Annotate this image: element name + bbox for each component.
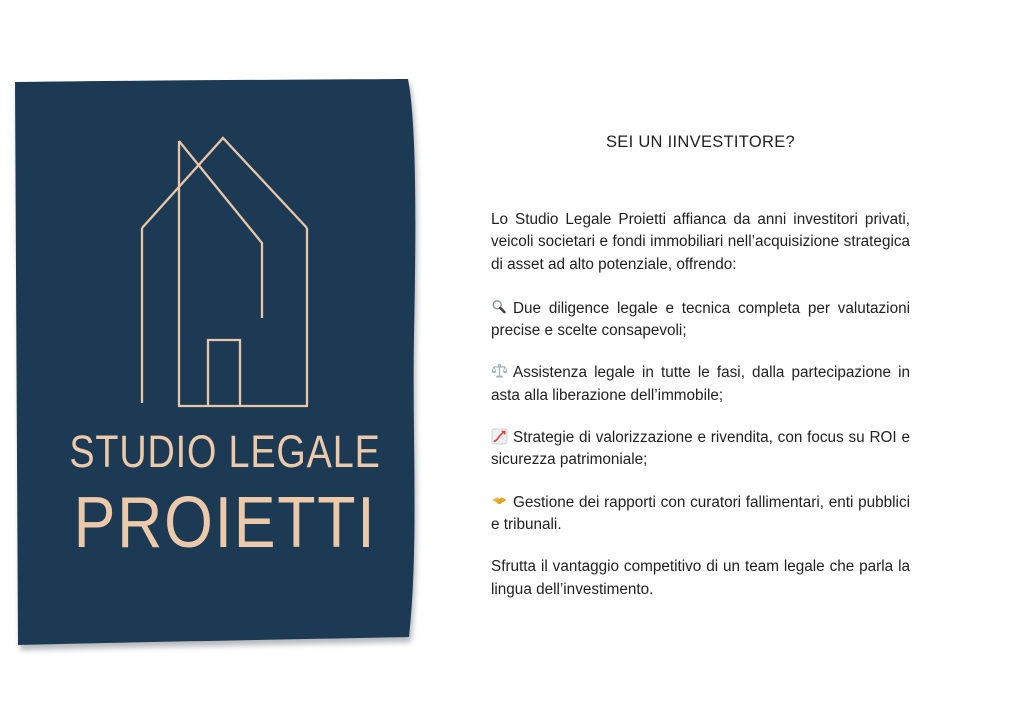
bullet-text: Due diligence legale e tecnica completa per valutazioni precise e scelte consapevoli; <box>491 299 910 340</box>
page-title: SEI UN IINVESTITORE? <box>605 133 796 151</box>
brand-name-line2: PROIETTI <box>73 483 377 563</box>
brand-wordmark <box>35 426 415 563</box>
handshake-icon <box>491 493 508 510</box>
brand-name-line1: STUDIO LEGALE <box>69 426 381 477</box>
bullet-text: Strategie di valorizzazione e rivendita, con focus su ROI e sicurezza patrimoniale; <box>491 429 910 469</box>
magnifier-icon <box>491 299 508 316</box>
bullet-text: Assistenza legale in tutte le fasi, dalla partecipazione in asta alla liberazione dell’immobile; <box>491 364 910 404</box>
chart-up-icon <box>491 428 508 445</box>
bullet-assistenza-legale <box>491 362 910 407</box>
bullet-strategie <box>491 427 910 472</box>
content-column <box>491 131 910 601</box>
outro-paragraph <box>491 556 910 601</box>
scales-icon <box>491 363 508 380</box>
bullet-due-diligence <box>491 298 910 343</box>
intro-paragraph <box>491 209 910 276</box>
outro-text: Sfrutta il vantaggio competitivo di un team legale che parla la lingua dell’investimento. <box>491 558 910 598</box>
intro-text: Lo Studio Legale Proietti affianca da anni investitori privati, veicoli societari e fondi immobiliari nell’acquisizione strategica di asset ad alto potenziale, offrendo: <box>491 211 910 273</box>
bullet-text: Gestione dei rapporti con curatori fallimentari, enti pubblici e tribunali. <box>491 493 910 533</box>
brand-panel <box>10 75 430 655</box>
bullet-gestione-rapporti <box>491 492 910 537</box>
